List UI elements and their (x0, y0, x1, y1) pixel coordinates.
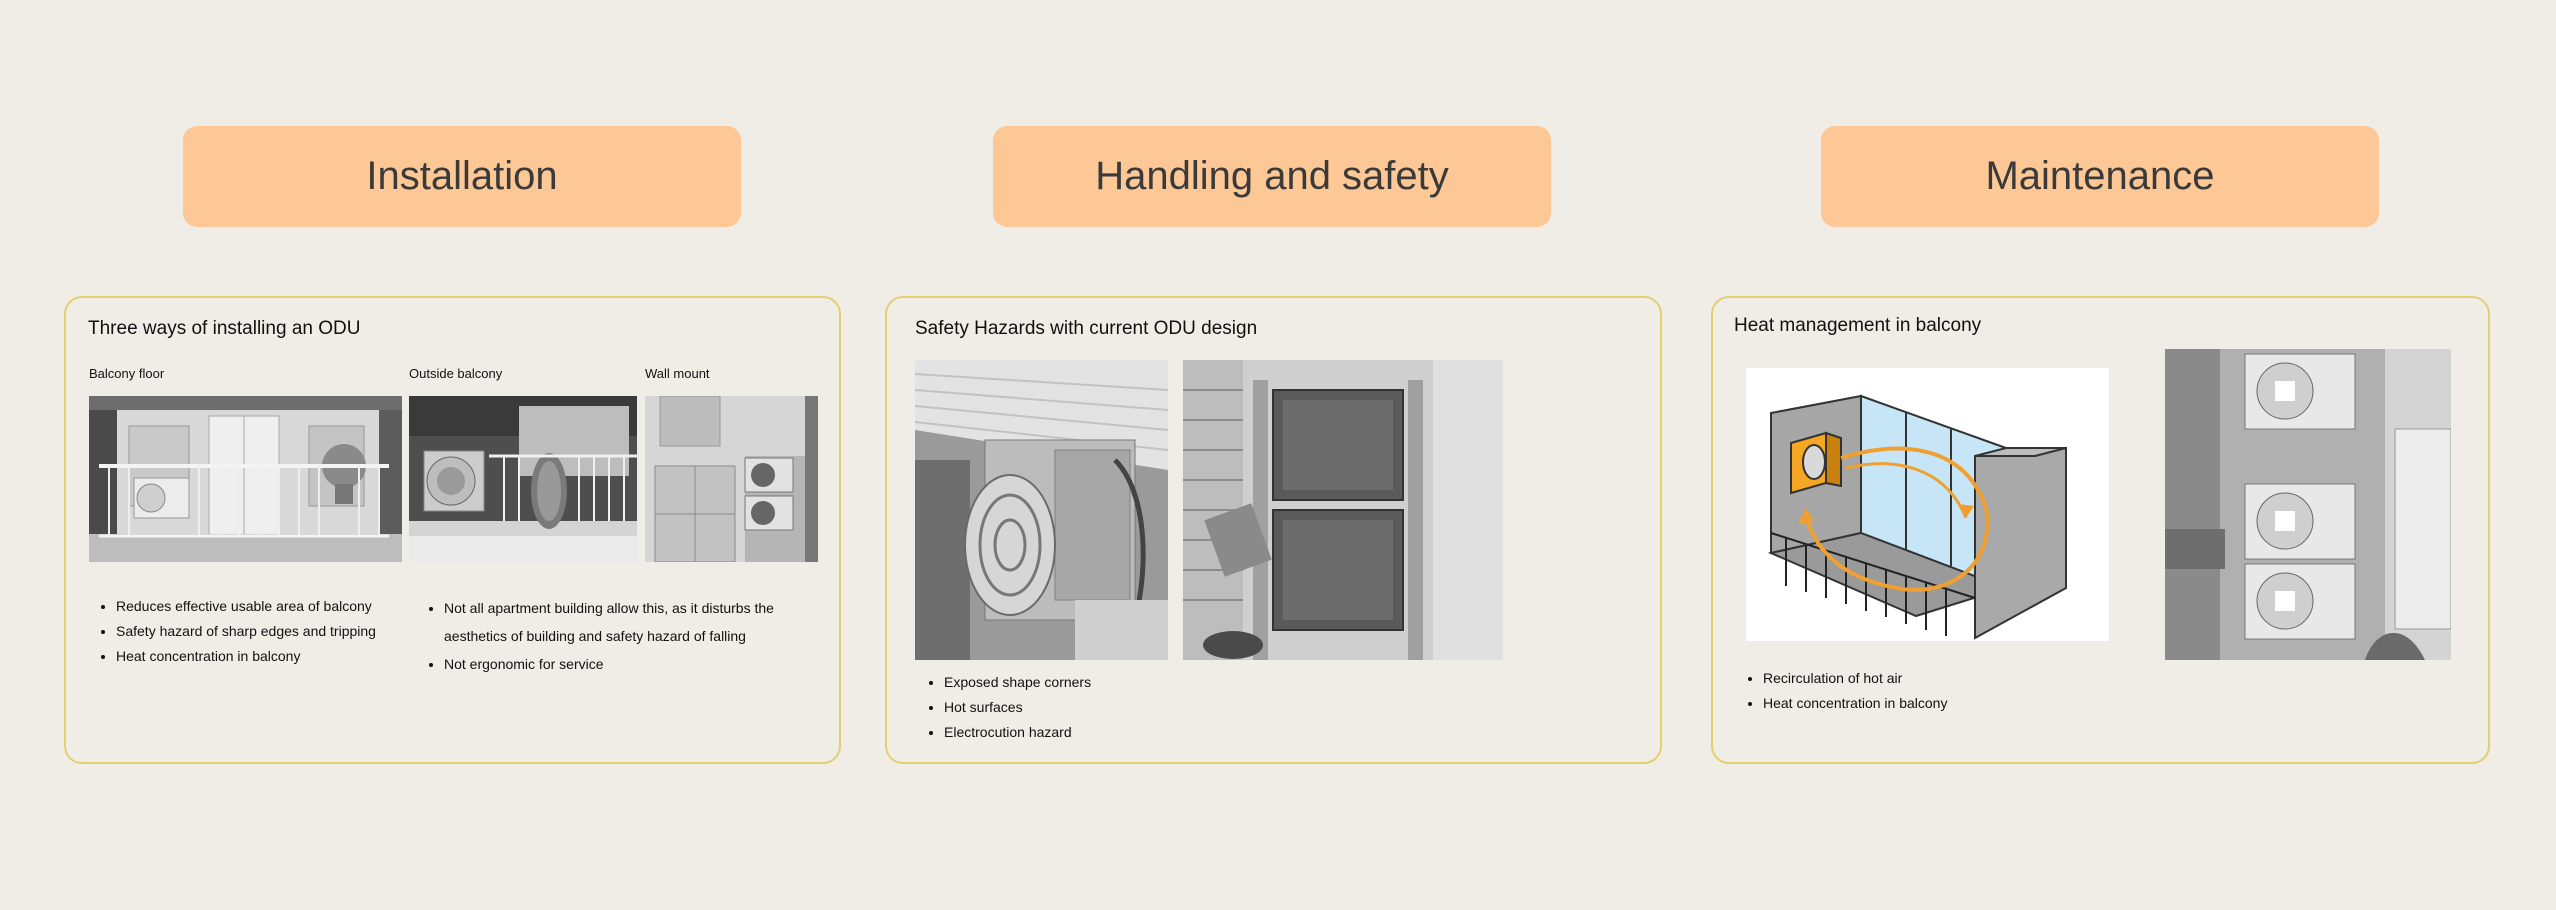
bullet-item: • Hot surfaces (944, 695, 1244, 720)
header-maintenance: Maintenance (1821, 126, 2379, 227)
outside-balcony-photo (409, 396, 637, 562)
caption-wall-mount: Wall mount (645, 366, 710, 381)
handling-panel-title: Safety Hazards with current ODU design (915, 318, 1258, 339)
maintenance-bullets (1737, 666, 2083, 716)
caption-outside-balcony: Outside balcony (409, 366, 503, 381)
bullet-item: • Safety hazard of sharp edges and tripping (116, 619, 416, 644)
maintenance-panel (1711, 296, 2490, 764)
wall-odu-stack-photo (2165, 349, 2451, 660)
installation-panel (64, 296, 841, 764)
bullet-item: • Heat concentration in balcony (116, 644, 416, 669)
installation-bullets-right (418, 594, 814, 678)
balcony-airflow-diagram (1746, 368, 2109, 641)
stacked-odu-photo (1183, 360, 1503, 660)
handling-bullets (918, 670, 1244, 745)
bullet-item: • Recirculation of hot air (1763, 666, 2083, 691)
bullet-item: • Not ergonomic for service (444, 650, 814, 678)
balcony-floor-photo (89, 396, 402, 562)
odu-corner-photo (915, 360, 1168, 660)
bullet-item: • Exposed shape corners (944, 670, 1244, 695)
wall-mount-photo (645, 396, 818, 562)
bullet-item: • Reduces effective usable area of balcony (116, 594, 416, 619)
caption-balcony-floor: Balcony floor (89, 366, 165, 381)
handling-safety-panel (885, 296, 1662, 764)
maintenance-panel-title: Heat management in balcony (1734, 315, 1982, 336)
bullet-item: • Electrocution hazard (944, 720, 1244, 745)
bullet-item: • Heat concentration in balcony (1763, 691, 2083, 716)
header-handling-safety: Handling and safety (993, 126, 1551, 227)
installation-bullets-left (90, 594, 416, 669)
header-installation: Installation (183, 126, 741, 227)
bullet-item: • Not all apartment building allow this, as it disturbs the aesthetics of building and safety hazard of falling (444, 594, 814, 650)
installation-panel-title: Three ways of installing an ODU (88, 318, 361, 339)
